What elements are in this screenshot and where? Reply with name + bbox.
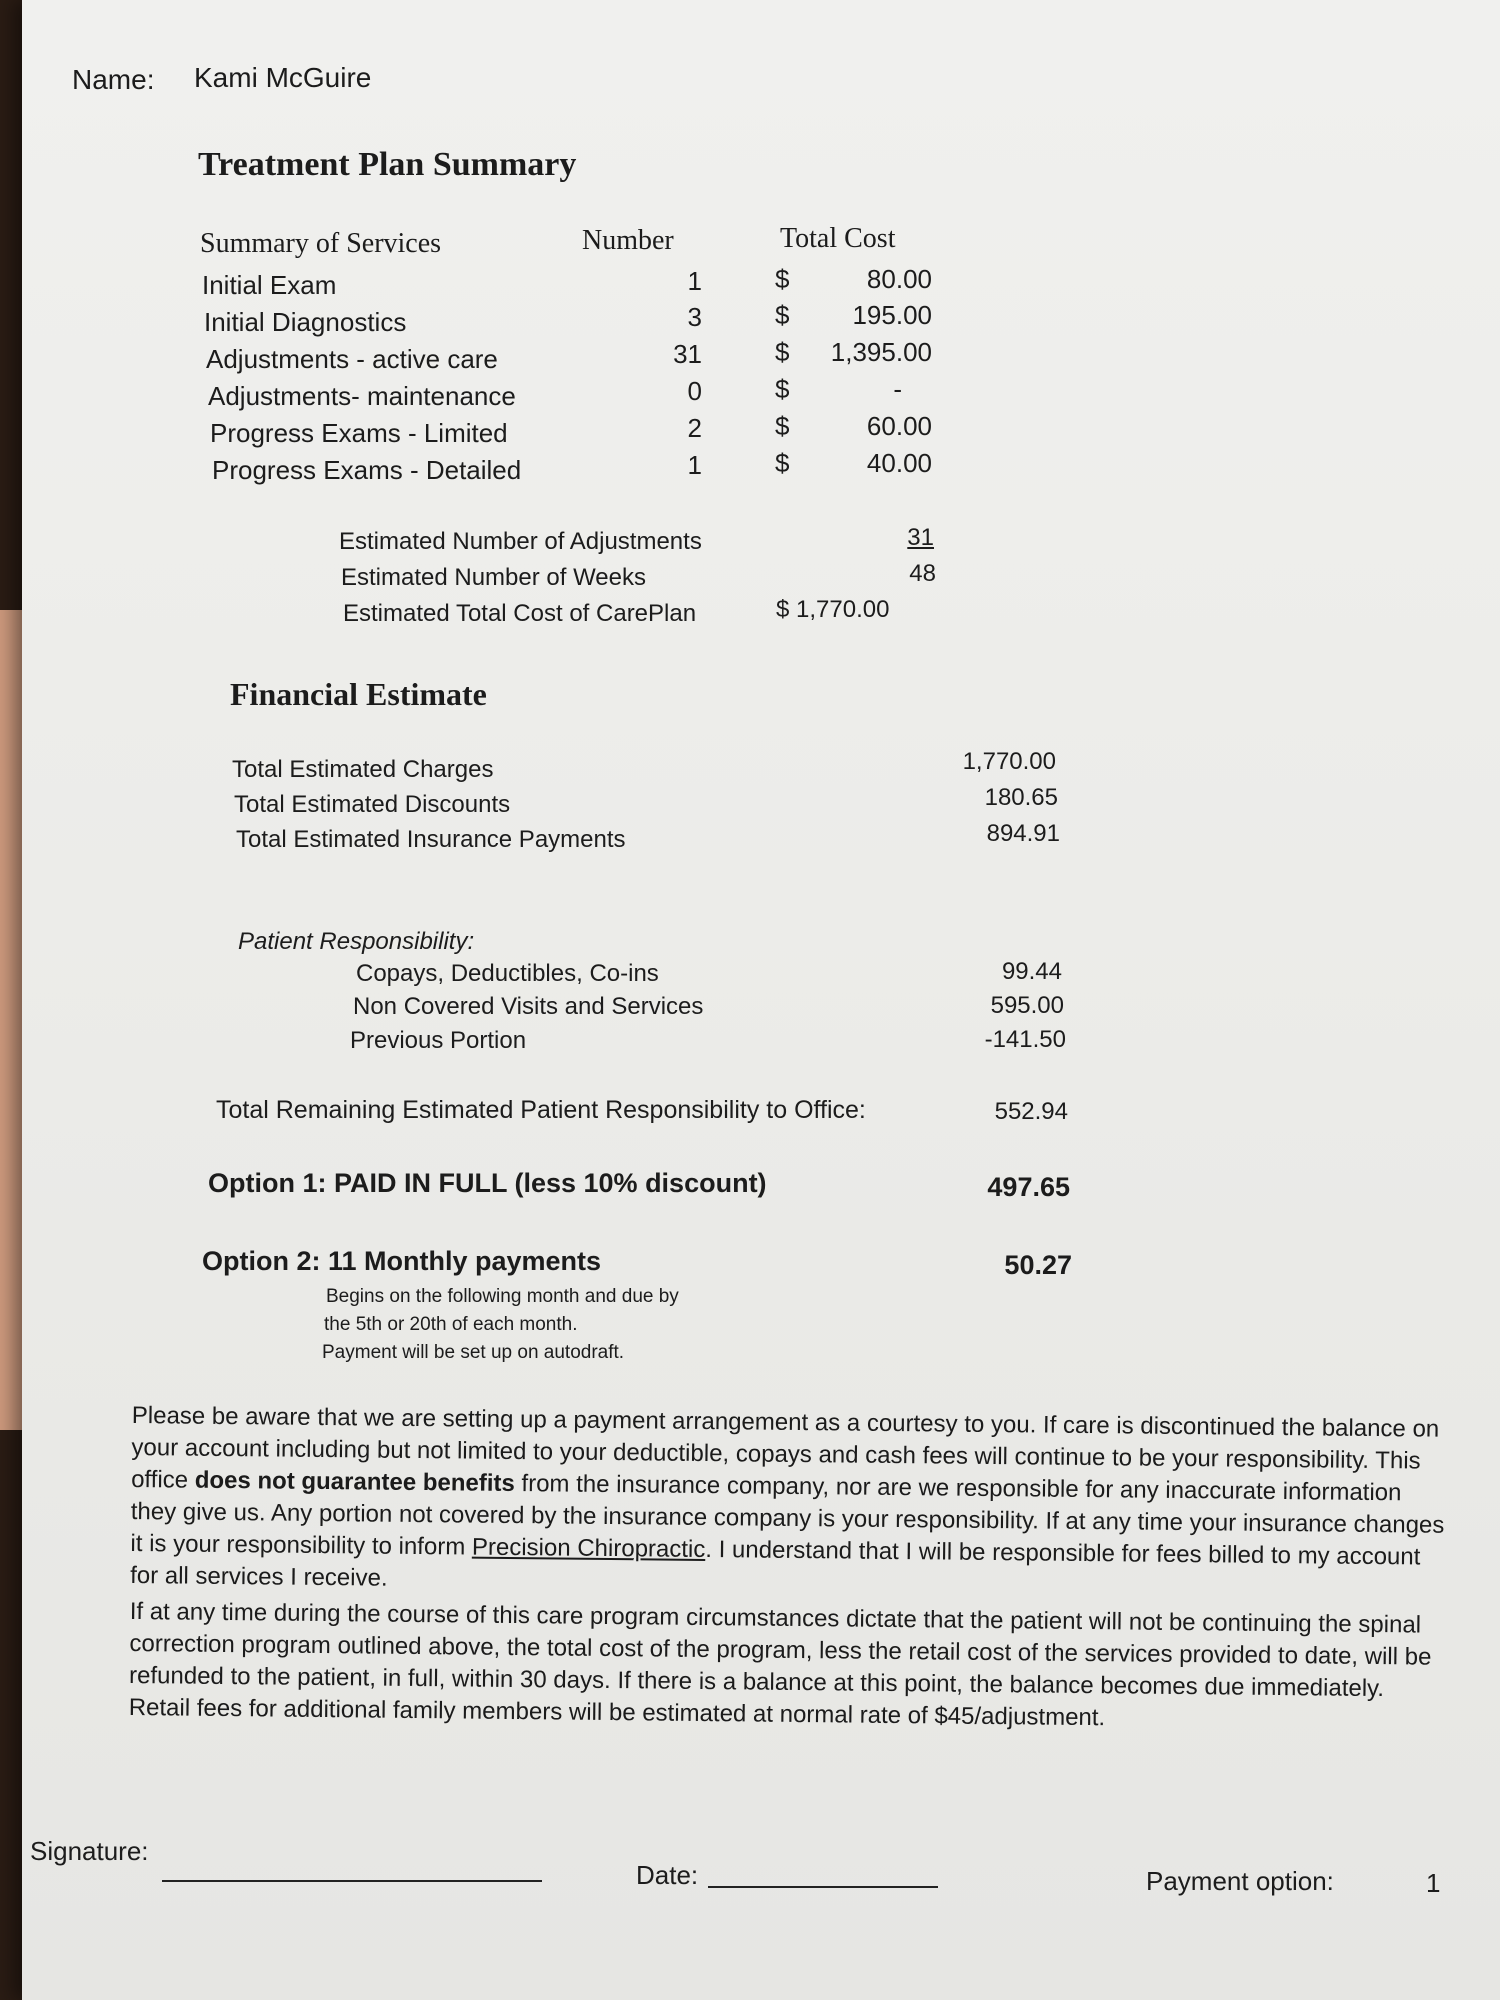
service-name: Adjustments- maintenance	[208, 381, 516, 411]
patient-name: Kami McGuire	[194, 62, 372, 93]
currency-symbol: $	[775, 448, 790, 478]
signature-line[interactable]	[162, 1880, 542, 1882]
service-name: Progress Exams - Limited	[210, 418, 508, 448]
financial-value: 180.65	[984, 784, 1058, 811]
financial-estimate-title: Financial Estimate	[230, 676, 487, 712]
terms-text: from the insurance company, nor are we responsible for any inaccurate information they give us. Any portion not covered by the insurance company is your responsibility. If at any time your insurance changes it is your responsibility to inform	[130, 1470, 1445, 1561]
estimate-adjustments-value: 31	[907, 524, 934, 551]
signature-label: Signature:	[30, 1836, 149, 1866]
service-number: 0	[687, 376, 702, 406]
currency-symbol: $	[775, 374, 790, 404]
responsibility-value: -141.50	[984, 1026, 1066, 1053]
currency-symbol: $	[775, 264, 790, 294]
option-2-note: Payment will be set up on autodraft.	[322, 1342, 625, 1363]
financial-value: 1,770.00	[962, 748, 1056, 775]
service-number: 1	[687, 450, 702, 480]
service-number: 3	[687, 302, 702, 332]
option-2-note: the 5th or 20th of each month.	[324, 1314, 578, 1335]
financial-label: Total Estimated Discounts	[234, 791, 511, 818]
terms-paragraph-2: If at any time during the course of this care program circumstances dictate that the patient will not be continuing the spinal correction program outlined above, the total cost of the program, less the retail cost of the services provided to date, will be refunded to the patient, in full, within 30 days. If there is a balance at this point, the balance becomes due immediately. Retail fees for additional family members will be estimated at normal rate of $45/adjustment.	[128, 1597, 1432, 1732]
option-2-label: Option 2: 11 Monthly payments	[202, 1246, 602, 1276]
col-header-cost: Total Cost	[780, 223, 896, 254]
terms-text: Please be aware that we are setting up a payment arrangement as a courtesy to you. If care is discontinued the balance on your account including but not limited to your deductible, copays and cash fees will continue to be your responsibility. This office	[131, 1401, 1440, 1494]
total-remaining-label: Total Remaining Estimated Patient Responsibility to Office:	[216, 1096, 866, 1124]
service-name: Adjustments - active care	[206, 344, 498, 374]
name-label: Name:	[72, 64, 155, 95]
responsibility-value: 99.44	[1001, 958, 1062, 985]
service-name: Progress Exams - Detailed	[212, 455, 522, 485]
responsibility-label: Previous Portion	[350, 1027, 527, 1054]
option-1-label: Option 1: PAID IN FULL (less 10% discount)	[208, 1168, 767, 1198]
financial-value: 894.91	[986, 820, 1060, 847]
option-2-value: 50.27	[1004, 1250, 1072, 1280]
currency-symbol: $	[775, 337, 790, 367]
service-number: 31	[673, 339, 702, 369]
estimate-weeks-label: Estimated Number of Weeks	[341, 564, 647, 591]
terms-paragraph-1	[130, 1400, 1452, 1606]
terms-paragraph	[129, 1400, 1452, 1738]
payment-option-label: Payment option:	[1146, 1866, 1334, 1896]
terms-bold-text: does not guarantee benefits	[194, 1466, 515, 1498]
service-cost: 60.00	[866, 411, 932, 441]
service-name: Initial Exam	[202, 270, 337, 300]
service-cost: 1,395.00	[830, 337, 932, 367]
service-number: 1	[687, 266, 702, 296]
option-2-note: Begins on the following month and due by	[326, 1286, 679, 1307]
currency-symbol: $	[775, 300, 790, 330]
service-name: Initial Diagnostics	[204, 307, 407, 337]
date-line[interactable]	[708, 1886, 938, 1888]
currency-symbol: $	[775, 411, 790, 441]
patient-responsibility-title: Patient Responsibility:	[238, 928, 475, 955]
option-1-value: 497.65	[987, 1172, 1070, 1202]
financial-label: Total Estimated Charges	[232, 756, 494, 783]
estimate-weeks-value: 48	[909, 560, 936, 587]
estimate-total-value: $ 1,770.00	[776, 596, 890, 623]
page-title: Treatment Plan Summary	[198, 146, 577, 183]
col-header-service: Summary of Services	[200, 228, 442, 259]
payment-option-value[interactable]: 1	[1426, 1868, 1441, 1898]
service-cost: 195.00	[852, 300, 932, 330]
total-remaining-value: 552.94	[994, 1098, 1068, 1125]
service-cost: 40.00	[866, 448, 932, 478]
service-number: 2	[687, 413, 702, 443]
estimate-adjustments-label: Estimated Number of Adjustments	[339, 528, 702, 555]
responsibility-label: Non Covered Visits and Services	[353, 993, 704, 1020]
service-cost: 80.00	[866, 264, 932, 294]
responsibility-value: 595.00	[990, 992, 1064, 1019]
service-cost: -	[893, 374, 902, 404]
date-label: Date:	[636, 1860, 699, 1890]
terms-text: . I understand that I will be responsible for fees billed to my account for all services I receive.	[130, 1536, 1421, 1592]
col-header-number: Number	[582, 225, 674, 256]
document-page	[22, 0, 1500, 2000]
responsibility-label: Copays, Deductibles, Co-ins	[356, 960, 659, 987]
estimate-total-label: Estimated Total Cost of CarePlan	[343, 600, 697, 627]
office-name-link: Precision Chiropractic	[471, 1533, 706, 1564]
financial-label: Total Estimated Insurance Payments	[236, 826, 626, 853]
